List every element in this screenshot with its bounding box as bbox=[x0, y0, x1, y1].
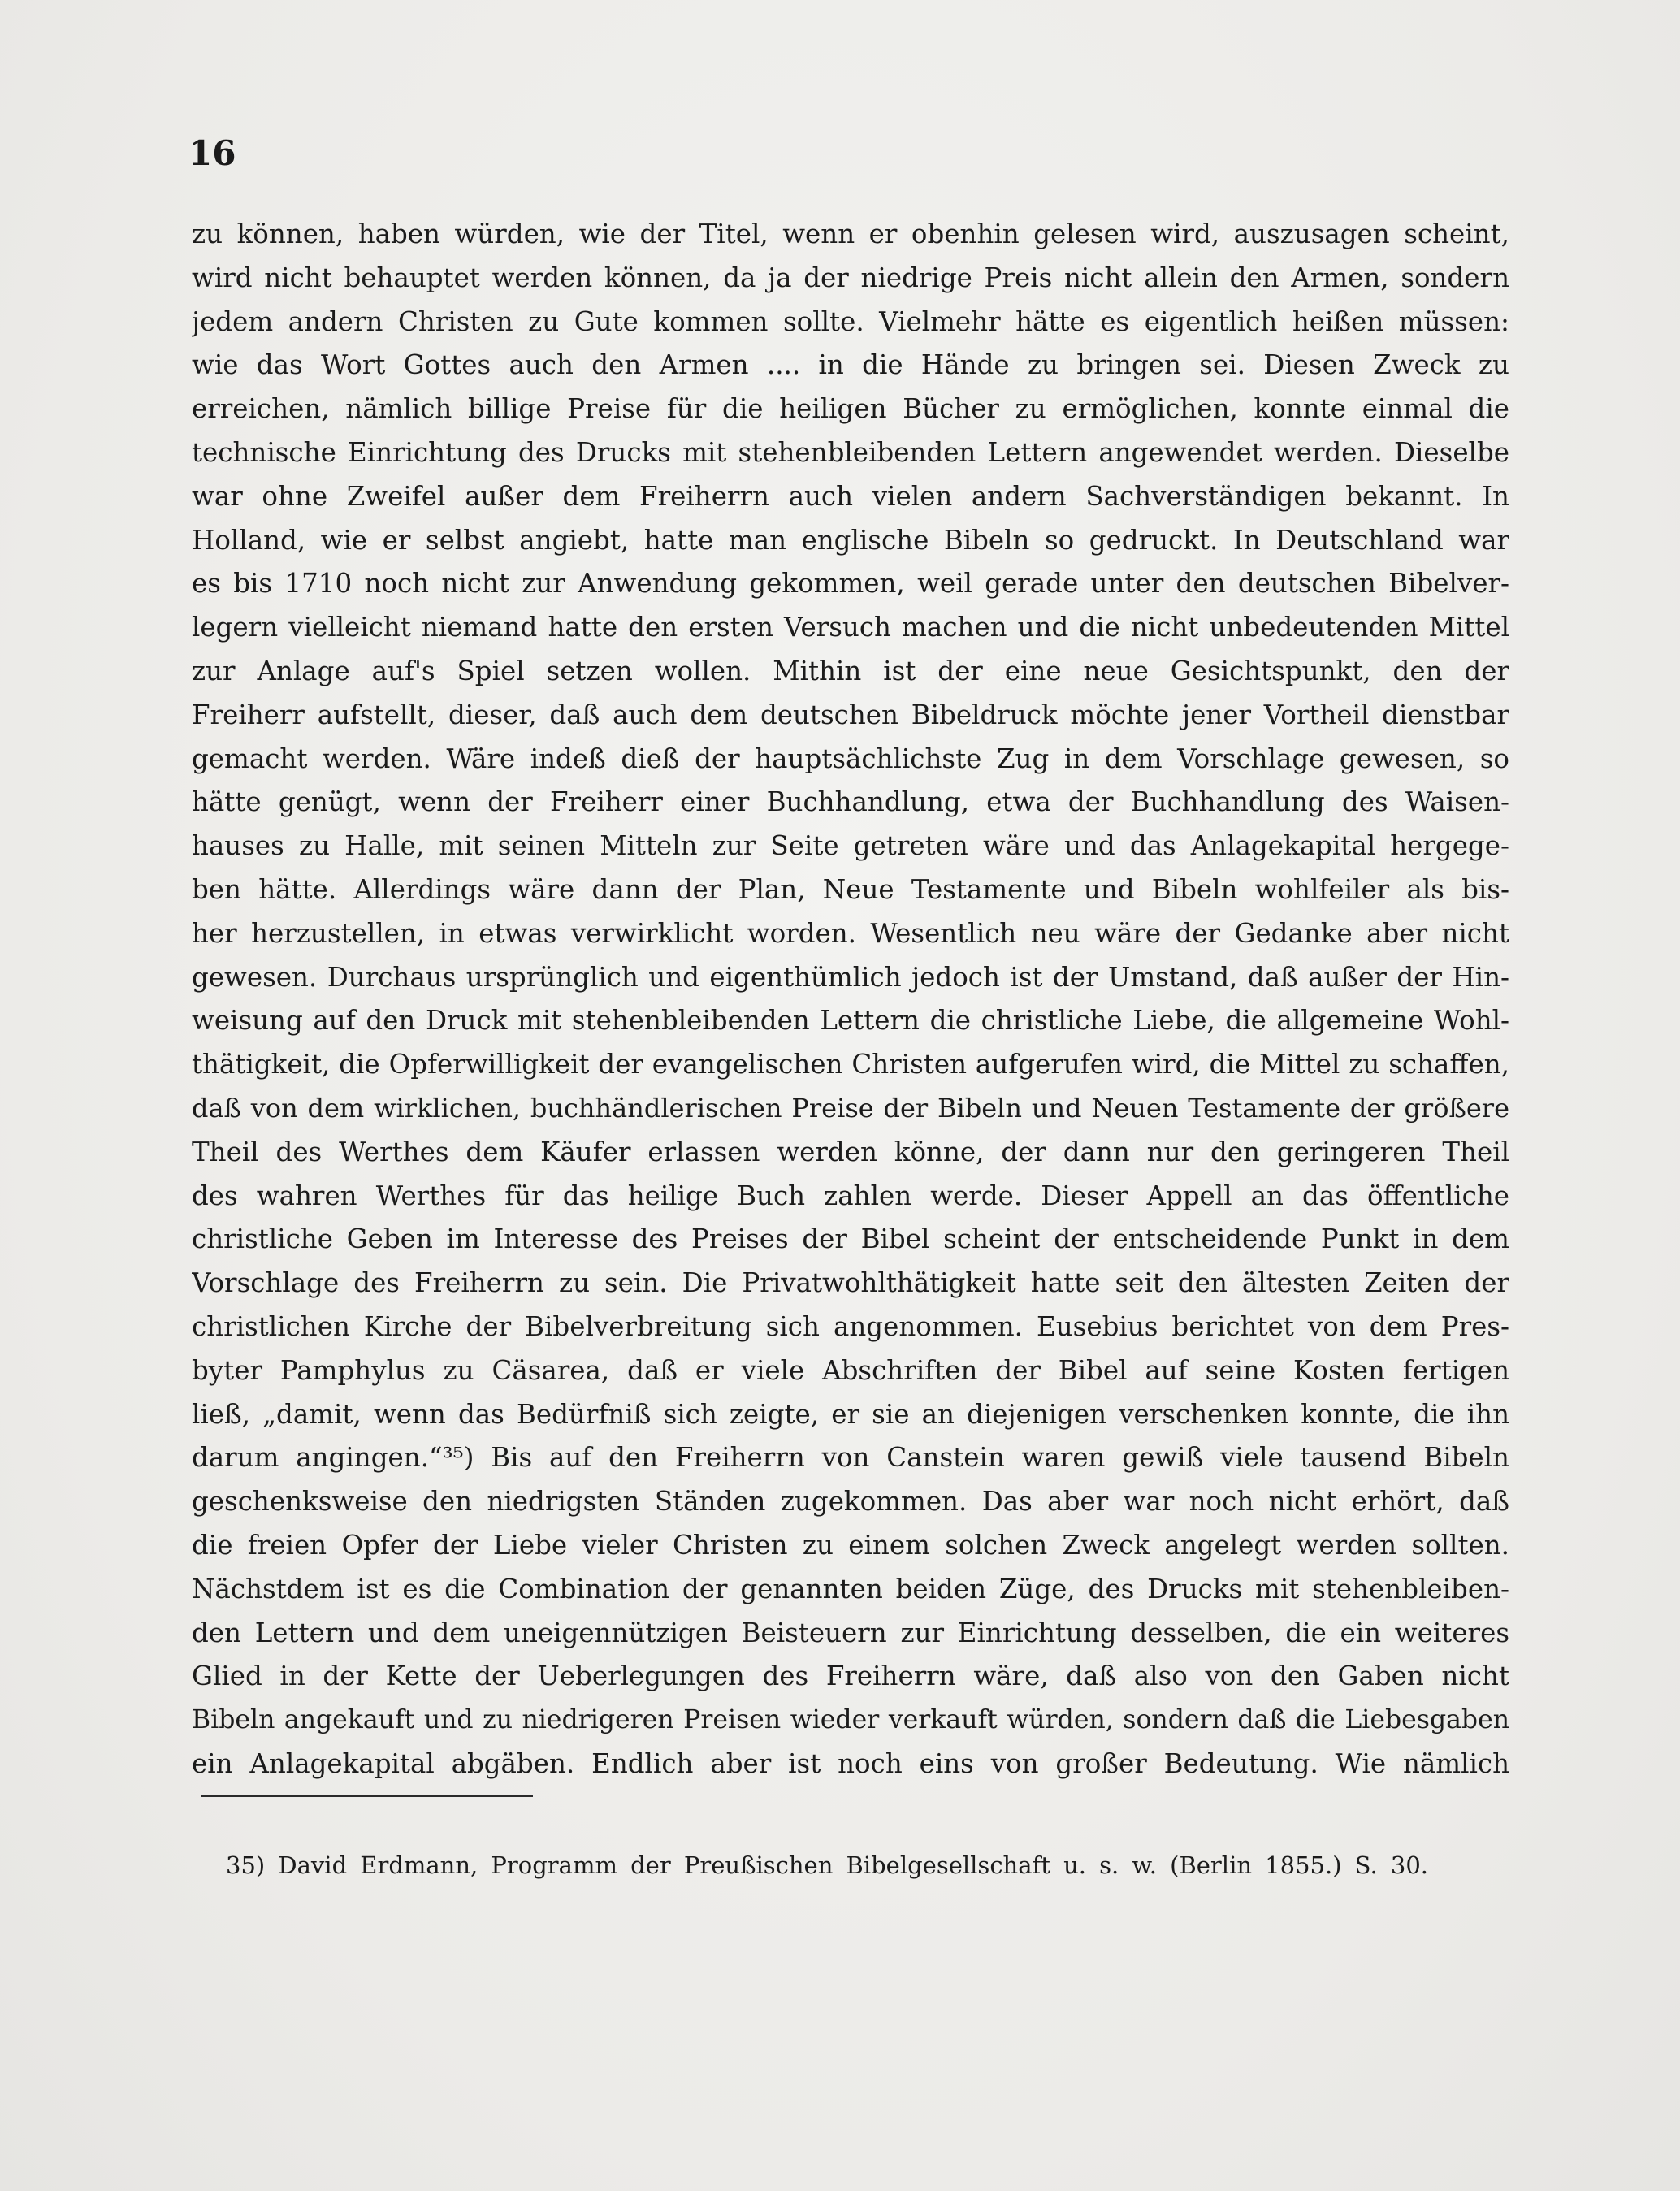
text-line: Glied in der Kette der Ueberlegungen des Freiherrn wäre, daß also von den Gaben nicht bbox=[192, 1661, 1509, 1692]
text-line: christliche Geben im Interesse des Preises der Bibel scheint der entscheidende Punkt in dem bbox=[192, 1223, 1509, 1255]
text-line: Theil des Werthes dem Käufer erlassen werden könne, der dann nur den geringeren Theil bbox=[192, 1136, 1509, 1167]
footnote-divider bbox=[201, 1795, 533, 1797]
page-number: 16 bbox=[188, 133, 236, 173]
text-line: Vorschlage des Freiherrn zu sein. Die Privatwohlthätigkeit hatte seit den ältesten Zeiten der bbox=[192, 1267, 1509, 1299]
text-line: ließ, „damit, wenn das Bedürfniß sich zeigte, er sie an diejenigen verschenken konnte, die ihn bbox=[192, 1398, 1509, 1430]
text-line: die freien Opfer der Liebe vieler Christen zu einem solchen Zweck angelegt werden sollten. bbox=[192, 1529, 1509, 1561]
text-line: geschenksweise den niedrigsten Ständen zugekommen. Das aber war noch nicht erhört, daß bbox=[192, 1486, 1509, 1518]
text-line: gewesen. Durchaus ursprünglich und eigenthümlich jedoch ist der Umstand, daß außer der Hin- bbox=[192, 961, 1509, 993]
text-line: hätte genügt, wenn der Freiherr einer Buchhandlung, etwa der Buchhandlung des Waisen- bbox=[192, 786, 1509, 818]
text-line: ben hätte. Allerdings wäre dann der Plan, Neue Testamente und Bibeln wohlfeiler als bis- bbox=[192, 873, 1509, 905]
text-line: thätigkeit, die Opferwilligkeit der evangelischen Christen aufgerufen wird, die Mittel zu schaffen, bbox=[192, 1049, 1509, 1080]
text-line: Bibeln angekauft und zu niedrigeren Preisen wieder verkauft würden, sondern daß die Liebesgaben bbox=[192, 1705, 1509, 1735]
text-line: her herzustellen, in etwas verwirklicht worden. Wesentlich neu wäre der Gedanke aber nicht bbox=[192, 917, 1509, 949]
text-line: zu können, haben würden, wie der Titel, wenn er obenhin gelesen wird, auszusagen scheint, bbox=[192, 219, 1509, 249]
text-line: Nächstdem ist es die Combination der genannten beiden Züge, des Drucks mit stehenbleiben- bbox=[192, 1573, 1509, 1604]
text-line: darum angingen.“³⁵) Bis auf den Freiherrn von Canstein waren gewiß viele tausend Bibeln bbox=[192, 1442, 1509, 1474]
text-line: technische Einrichtung des Drucks mit stehenbleibenden Lettern angewendet werden. Dieselbe bbox=[192, 436, 1509, 468]
text-line: wird nicht behauptet werden können, da ja der niedrige Preis nicht allein den Armen, sondern bbox=[192, 262, 1509, 293]
text-line: hauses zu Halle, mit seinen Mitteln zur Seite getreten wäre und das Anlagekapital hergege- bbox=[192, 830, 1509, 862]
text-line: den Lettern und dem uneigennützigen Beisteuern zur Einrichtung desselben, die ein weiteres bbox=[192, 1617, 1509, 1648]
text-line: legern vielleicht niemand hatte den ersten Versuch machen und die nicht unbedeutenden Mittel bbox=[192, 612, 1509, 643]
text-line: zur Anlage auf's Spiel setzen wollen. Mithin ist der eine neue Gesichtspunkt, den der bbox=[192, 655, 1509, 686]
text-line: byter Pamphylus zu Cäsarea, daß er viele Abschriften der Bibel auf seine Kosten fertigen bbox=[192, 1354, 1509, 1386]
text-line: des wahren Werthes für das heilige Buch zahlen werde. Dieser Appell an das öffentliche bbox=[192, 1180, 1509, 1211]
text-line: gemacht werden. Wäre indeß dieß der hauptsächlichste Zug in dem Vorschlage gewesen, so bbox=[192, 743, 1509, 774]
text-line: daß von dem wirklichen, buchhändlerischen Preise der Bibeln und Neuen Testamente der größere bbox=[192, 1092, 1509, 1124]
text-line: es bis 1710 noch nicht zur Anwendung gekommen, weil gerade unter den deutschen Bibelver- bbox=[192, 568, 1509, 600]
text-line: Holland, wie er selbst angiebt, hatte man englische Bibeln so gedruckt. In Deutschland war bbox=[192, 524, 1509, 556]
text-line: wie das Wort Gottes auch den Armen .... in die Hände zu bringen sei. Diesen Zweck zu bbox=[192, 349, 1509, 381]
text-line: weisung auf den Druck mit stehenbleibenden Lettern die christliche Liebe, die allgemeine Wohl- bbox=[192, 1005, 1509, 1037]
text-line: war ohne Zweifel außer dem Freiherrn auch vielen andern Sachverständigen bekannt. In bbox=[192, 480, 1509, 512]
text-line: christlichen Kirche der Bibelverbreitung sich angenommen. Eusebius berichtet von dem Pres- bbox=[192, 1310, 1509, 1342]
text-line: jedem andern Christen zu Gute kommen sollte. Vielmehr hätte es eigentlich heißen müssen: bbox=[192, 305, 1509, 337]
footnote: 35) David Erdmann, Programm der Preußischen Bibelgesellschaft u. s. w. (Berlin 1855.) S. 30. bbox=[226, 1851, 1428, 1879]
text-line: Freiherr aufstellt, dieser, daß auch dem deutschen Bibeldruck möchte jener Vortheil dienstbar bbox=[192, 699, 1509, 730]
body-text bbox=[192, 213, 1509, 1786]
text-line: ein Anlagekapital abgäben. Endlich aber ist noch eins von großer Bedeutung. Wie nämlich bbox=[192, 1747, 1509, 1779]
text-line: erreichen, nämlich billige Preise für die heiligen Bücher zu ermöglichen, konnte einmal die bbox=[192, 393, 1509, 425]
